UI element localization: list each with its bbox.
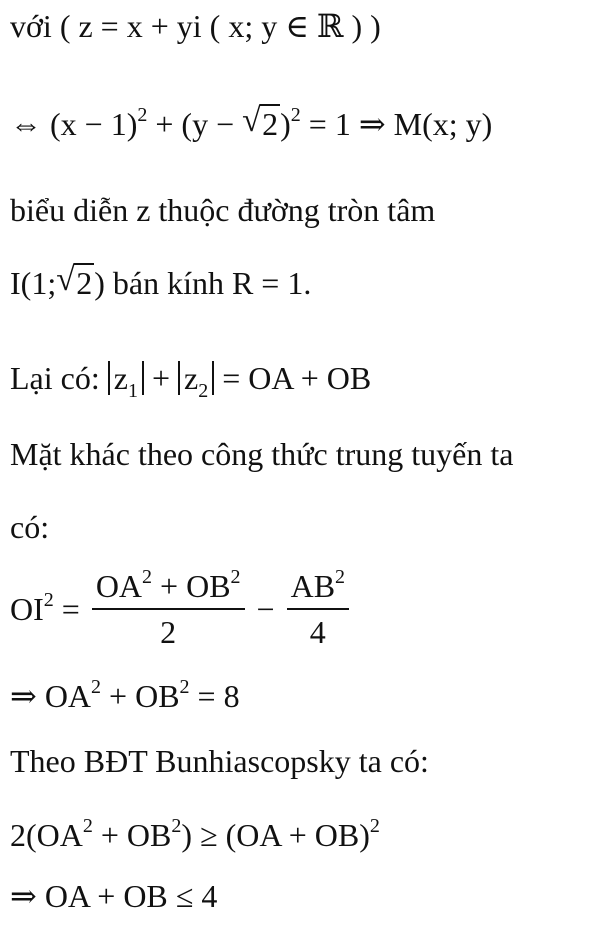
line-11	[10, 815, 380, 855]
line-2-sqrt-value: 2	[262, 106, 279, 142]
line-7-text: có:	[10, 509, 50, 545]
line-5-plus: +	[151, 360, 170, 396]
line-8-fraction-1-num	[92, 566, 245, 606]
line-12-arrow: ⇒	[10, 878, 37, 914]
line-5-abs-z2	[178, 360, 214, 402]
line-3	[10, 190, 435, 230]
line-8-fraction-2	[287, 566, 349, 652]
line-11-b: + OB	[100, 817, 172, 853]
sqrt-icon: √	[242, 102, 261, 139]
line-8-lhs: OI	[10, 590, 44, 627]
line-11-rhs: (OA + OB)	[225, 817, 370, 853]
line-11-a-exp: 2	[82, 815, 93, 837]
line-2-part1: (x − 1)	[50, 106, 138, 142]
line-8-den1: 2	[160, 614, 177, 650]
line-5-prefix: Lại có:	[10, 360, 100, 396]
line-4-sqrt	[56, 263, 94, 303]
line-11-a: (OA	[26, 817, 83, 853]
line-5	[10, 358, 372, 402]
line-8-lhs-exp: 2	[43, 588, 54, 611]
line-7	[10, 507, 49, 547]
line-5-z1: z	[113, 360, 128, 396]
line-8-fraction-2-bar	[287, 608, 349, 610]
line-9-a: OA	[44, 678, 92, 714]
line-12-text: OA + OB ≤ 4	[44, 878, 218, 914]
line-2	[10, 104, 492, 144]
line-5-z1-sub: 1	[127, 380, 138, 402]
line-9-rest: = 8	[197, 678, 240, 714]
line-8-minus: −	[256, 590, 275, 627]
line-8-lhs-group	[10, 588, 80, 628]
line-2-exp2: 2	[290, 104, 301, 126]
line-9-a-exp: 2	[91, 676, 102, 698]
line-5-z2-sub: 2	[198, 380, 209, 402]
line-6-text: Mặt khác theo công thức trung tuyến ta	[10, 436, 514, 472]
line-8-formula	[10, 566, 353, 652]
line-8-num-a: OA	[95, 568, 143, 604]
sqrt-icon: √	[56, 261, 75, 298]
line-5-rest: = OA + OB	[222, 360, 372, 396]
line-4-text: bán kính	[112, 265, 224, 301]
line-4-center-close: )	[94, 265, 105, 301]
line-9-b-exp: 2	[179, 676, 190, 698]
line-9-b: + OB	[109, 678, 180, 714]
line-8-num-plus: + OB	[160, 568, 231, 604]
line-1	[10, 6, 381, 46]
line-8-den2: 4	[309, 614, 326, 650]
line-8-num-a-exp: 2	[142, 566, 153, 588]
line-5-z2: z	[183, 360, 199, 396]
line-8-num-b-exp: 2	[230, 566, 241, 588]
line-8-eq: =	[61, 590, 80, 627]
line-10	[10, 741, 429, 781]
line-2-sqrt	[242, 104, 280, 144]
line-8-fraction-2-num	[287, 566, 349, 606]
line-11-rhs-exp: 2	[369, 815, 380, 837]
line-8-num2: AB	[290, 568, 336, 604]
line-6	[10, 434, 513, 474]
line-2-rest: = 1 ⇒ M(x; y)	[308, 106, 493, 142]
line-10-text: Theo BĐT Bunhiascopsky ta có:	[10, 743, 429, 779]
line-11-b-exp: 2	[171, 815, 182, 837]
line-8-fraction-1	[92, 566, 245, 652]
line-9	[10, 676, 240, 716]
line-4-sqrt-value: 2	[76, 265, 93, 301]
line-2-plus: +	[155, 106, 174, 142]
line-2-exp1: 2	[137, 104, 148, 126]
line-4-radius: R = 1.	[231, 265, 312, 301]
line-12	[10, 876, 217, 916]
line-8-num2-exp: 2	[335, 566, 346, 588]
line-3-text: biểu diễn z thuộc đường tròn tâm	[10, 192, 436, 228]
line-8-fraction-1-bar	[92, 608, 245, 610]
line-5-abs-z1	[108, 360, 144, 402]
line-1-prefix: với	[10, 8, 52, 44]
line-11-ge: ≥	[200, 817, 218, 853]
line-11-close: )	[181, 817, 193, 853]
line-1-math: ( z = x + yi ( x; y ∈ ℝ ) )	[59, 8, 381, 44]
line-2-arrow: ⇔	[10, 106, 42, 142]
line-4-center-open: I(1;	[10, 265, 57, 301]
line-2-part2-close: )	[280, 106, 291, 142]
line-2-part2-open: (y −	[181, 106, 235, 142]
line-11-coef: 2	[10, 817, 26, 853]
line-9-arrow: ⇒	[10, 678, 37, 714]
line-4	[10, 263, 311, 303]
